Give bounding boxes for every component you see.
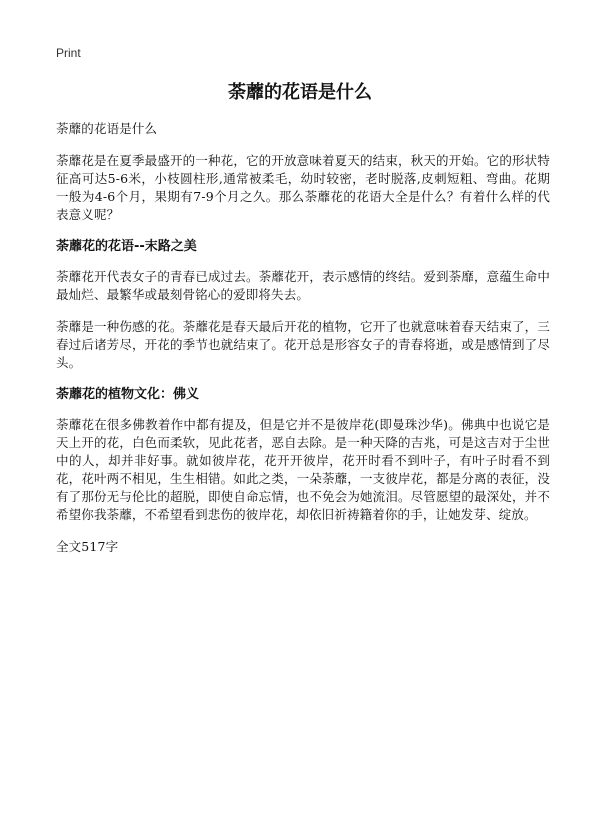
article-body [56,120,550,570]
section-1-paragraph-2: 荼蘼是一种伤感的花。荼蘼花是春天最后开花的植物，它开了也就意味着春天结束了，三春过后诸芳尽，开花的季节也就结束了。花开总是形容女子的青春将逝，或是感情到了尽头。 [56,319,550,370]
word-count: 全文517字 [56,539,119,554]
section-1-paragraph-1: 荼蘼花开代表女子的青春已成过去。荼蘼花开，表示感情的终结。爱到荼靡，意蕴生命中最灿烂、最繁华或最刻骨铭心的爱即将失去。 [56,269,550,302]
page-title: 荼蘼的花语是什么 [228,82,372,103]
section-heading-flower-language: 荼蘼花的花语--末路之美 [56,239,197,254]
section-2-paragraph-1: 荼蘼花在很多佛教着作中都有提及，但是它并不是彼岸花(即曼珠沙华)。佛典中也说它是天上开的花，白色而柔软，见此花者，恶自去除。是一种天降的吉兆，可是这吉对于尘世中的人，却并非好事。就如彼岸花，花开开彼岸，花开时看不到叶子，有叶子时看不到花，花叶两不相见，生生相错。如此之类，一朵荼蘼，一支彼岸花，都是分离的表征，没有了那份无与伦比的超脱，即使自命忘情，也不免会为她流泪。尽管愿望的最深处，并不希望你我荼蘼，不希望看到悲伤的彼岸花，却依旧祈祷籍着你的手，让她发芽、绽放。 [56,417,550,522]
article-subtitle: 荼蘼的花语是什么 [56,121,158,136]
section-heading-buddhist-culture: 荼蘼花的植物文化：佛义 [56,387,200,402]
print-link[interactable]: Print [56,46,81,60]
intro-paragraph: 荼蘼花是在夏季最盛开的一种花，它的开放意味着夏天的结束，秋天的开始。它的形状特征高可达5-6米，小枝圆柱形,通常被柔毛，幼时较密，老时脱落,皮刺短粗、弯曲。花期一般为4-6个月，果期有7-9个月之久。那么荼蘼花的花语大全是什么？有着什么样的代表意义呢？ [56,153,550,222]
